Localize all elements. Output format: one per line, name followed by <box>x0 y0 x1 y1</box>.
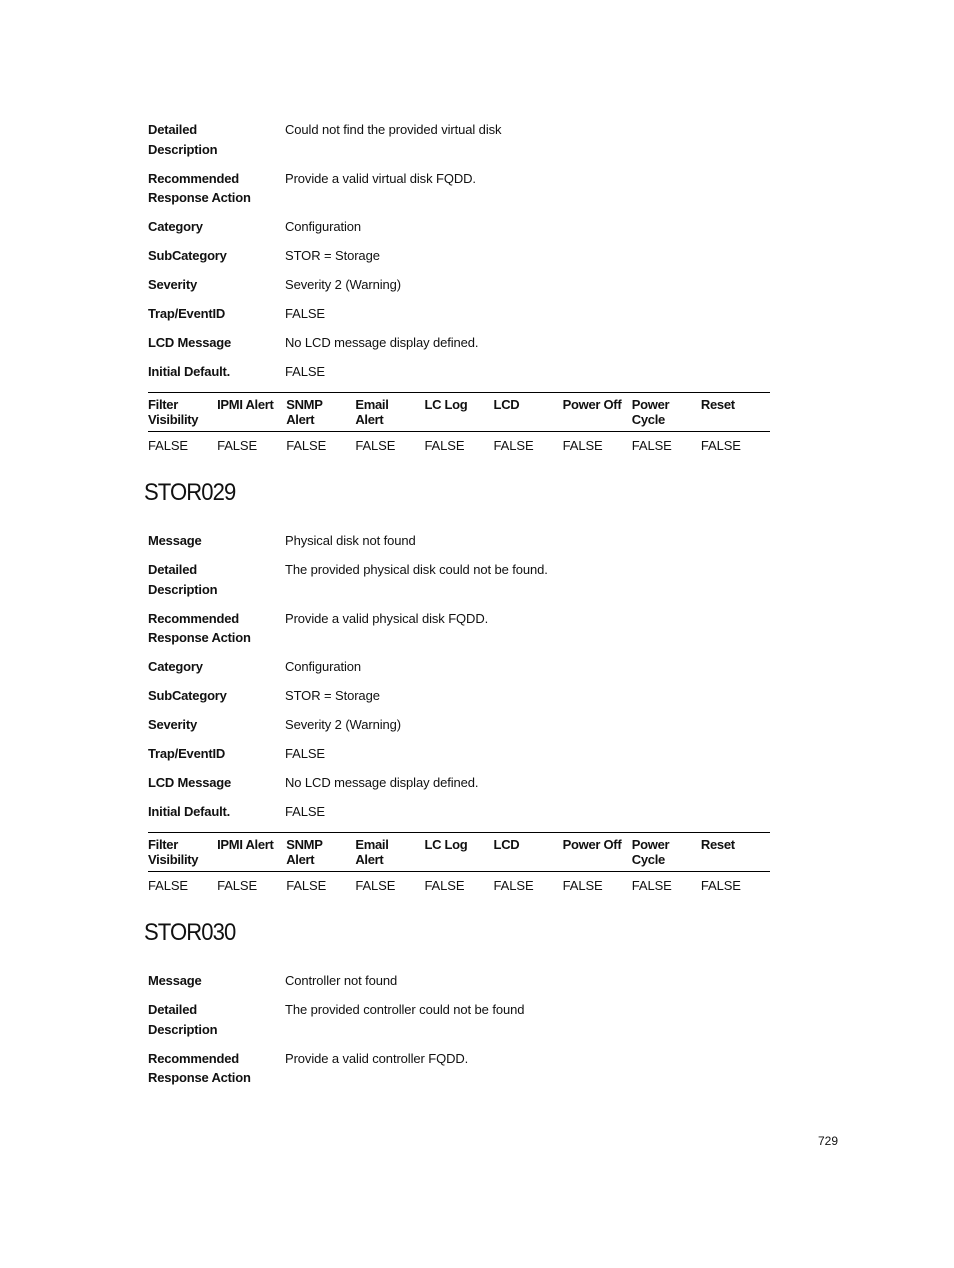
table-cell: FALSE <box>286 438 327 453</box>
detail-row <box>148 715 770 735</box>
table-header-cell: IPMI Alert <box>217 397 274 412</box>
table-header-cell: LC Log <box>424 837 468 852</box>
table-cell: FALSE <box>217 878 258 893</box>
table-cell: FALSE <box>148 438 188 453</box>
detail-row <box>148 217 770 237</box>
table-cell: FALSE <box>562 438 603 453</box>
top-section-details <box>148 120 770 391</box>
detail-label: Category <box>148 659 203 674</box>
detail-row <box>148 333 770 353</box>
table-cell: FALSE <box>424 438 465 453</box>
table-cell: FALSE <box>355 438 396 453</box>
detail-row <box>148 304 770 324</box>
table-header-cell: Email Alert <box>355 837 389 867</box>
detail-label: Recommended Response Action <box>148 1050 251 1085</box>
detail-value: The provided physical disk could not be found. <box>285 562 548 577</box>
detail-row <box>148 120 770 159</box>
table-header-row <box>148 392 770 432</box>
table-header-cell: IPMI Alert <box>217 837 274 852</box>
table-header-cell: Power Off <box>562 837 622 852</box>
detail-row <box>148 744 770 764</box>
detail-row <box>148 802 770 822</box>
detail-label: Category <box>148 219 203 234</box>
detail-row <box>148 531 770 551</box>
detail-label: Severity <box>148 277 197 292</box>
detail-row <box>148 362 770 382</box>
table-cell: FALSE <box>700 438 741 453</box>
detail-label: Trap/EventID <box>148 306 226 321</box>
table-header-cell: SNMP Alert <box>286 837 323 867</box>
detail-value: Physical disk not found <box>285 533 416 548</box>
detail-value: STOR = Storage <box>285 248 380 263</box>
detail-row <box>148 971 770 991</box>
table-cell: FALSE <box>493 878 534 893</box>
detail-row <box>148 609 770 648</box>
table-cell: FALSE <box>148 878 188 893</box>
table-row <box>148 872 770 895</box>
table-header-cell: Reset <box>700 837 735 852</box>
table-header-cell: SNMP Alert <box>286 397 323 427</box>
detail-label: Message <box>148 973 202 988</box>
detail-value: Severity 2 (Warning) <box>285 717 401 732</box>
table-cell: FALSE <box>700 878 741 893</box>
table-header-cell: Reset <box>700 397 735 412</box>
stor029-details <box>148 531 770 831</box>
detail-value: FALSE <box>285 746 325 761</box>
detail-row <box>148 560 770 599</box>
stor030-details <box>148 971 770 1097</box>
detail-label: Recommended Response Action <box>148 610 251 645</box>
detail-label: SubCategory <box>148 688 227 703</box>
top-section-alert-table <box>148 392 770 455</box>
table-header-cell: Power Off <box>562 397 622 412</box>
detail-label: Detailed Description <box>148 122 218 157</box>
detail-row <box>148 246 770 266</box>
table-header-cell: LC Log <box>424 397 468 412</box>
table-header-row <box>148 832 770 872</box>
detail-label: Detailed Description <box>148 562 218 597</box>
table-cell: FALSE <box>286 878 327 893</box>
table-cell: FALSE <box>631 438 672 453</box>
section-heading-stor029: STOR029 <box>144 479 236 506</box>
detail-row <box>148 773 770 793</box>
table-header-cell: Filter Visibility <box>148 837 199 867</box>
detail-value: FALSE <box>285 364 325 379</box>
page-number: 729 <box>818 1134 839 1148</box>
detail-value: Configuration <box>285 219 362 234</box>
table-cell: FALSE <box>631 878 672 893</box>
detail-label: Trap/EventID <box>148 746 226 761</box>
table-header-cell: LCD <box>493 837 520 852</box>
stor029-alert-table <box>148 832 770 895</box>
detail-value: Could not find the provided virtual disk <box>285 122 502 137</box>
detail-value: Provide a valid controller FQDD. <box>285 1050 469 1066</box>
section-heading-stor030: STOR030 <box>144 919 236 946</box>
table-header-cell: Filter Visibility <box>148 397 199 427</box>
detail-row <box>148 1000 770 1039</box>
detail-row <box>148 1049 770 1088</box>
detail-row <box>148 686 770 706</box>
detail-row <box>148 169 770 208</box>
detail-label: Detailed Description <box>148 1002 218 1037</box>
detail-label: Initial Default. <box>148 804 231 819</box>
detail-value: Provide a valid physical disk FQDD. <box>285 610 489 626</box>
table-row <box>148 432 770 455</box>
detail-label: SubCategory <box>148 248 227 263</box>
detail-row <box>148 657 770 677</box>
detail-value: Configuration <box>285 659 362 674</box>
table-header-cell: Power Cycle <box>631 397 670 427</box>
table-header-cell: Power Cycle <box>631 837 670 867</box>
table-header-cell: Email Alert <box>355 397 389 427</box>
detail-value: STOR = Storage <box>285 688 380 703</box>
table-cell: FALSE <box>562 878 603 893</box>
detail-label: Message <box>148 533 202 548</box>
detail-label: Initial Default. <box>148 364 231 379</box>
table-cell: FALSE <box>424 878 465 893</box>
detail-label: Recommended Response Action <box>148 170 251 205</box>
detail-value: FALSE <box>285 306 325 321</box>
detail-value: No LCD message display defined. <box>285 335 479 350</box>
detail-label: LCD Message <box>148 775 232 790</box>
detail-value: No LCD message display defined. <box>285 775 479 790</box>
detail-label: LCD Message <box>148 335 232 350</box>
detail-row <box>148 275 770 295</box>
detail-value: Severity 2 (Warning) <box>285 277 401 292</box>
table-cell: FALSE <box>493 438 534 453</box>
detail-value: FALSE <box>285 804 325 819</box>
detail-label: Severity <box>148 717 197 732</box>
detail-value: The provided controller could not be found <box>285 1002 525 1017</box>
table-header-cell: LCD <box>493 397 520 412</box>
detail-value: Controller not found <box>285 973 398 988</box>
table-cell: FALSE <box>217 438 258 453</box>
table-cell: FALSE <box>355 878 396 893</box>
detail-value: Provide a valid virtual disk FQDD. <box>285 170 476 186</box>
